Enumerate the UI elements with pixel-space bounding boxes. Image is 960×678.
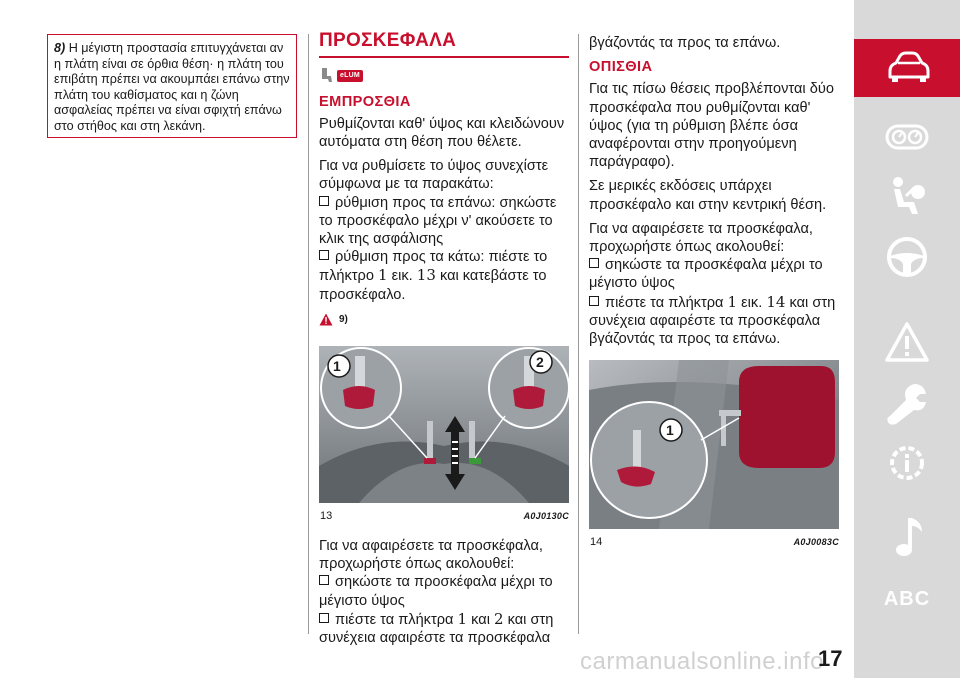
front-paragraph-2: Για να ρυθμίσετε το ύψος συνεχίστε σύμφωνα με τα παρακάτω: bbox=[319, 158, 549, 193]
sidebar-item-dashboard[interactable] bbox=[854, 108, 960, 166]
sidebar-item-driving[interactable] bbox=[854, 228, 960, 286]
column-divider-left bbox=[308, 34, 309, 634]
music-note-icon bbox=[884, 514, 930, 560]
rear-heading: ΟΠΙΣΘΙΑ bbox=[589, 59, 653, 76]
figure-14-callout-1: 1 bbox=[666, 422, 674, 439]
rear-bullet-2: πιέστε τα πλήκτρα 1 εικ. 14 και στη συνέχεια αφαιρέστε τα προσκέφαλα βγάζοντάς τα προς τα επάνω. bbox=[589, 292, 836, 348]
front-bullet-2: ρύθμιση προς τα κάτω: πιέστε το πλήκτρο 1 εικ. 13 και κατεβάστε το προσκέφαλο. bbox=[319, 249, 548, 303]
warning-reference bbox=[319, 312, 569, 328]
page-number: 17 bbox=[818, 646, 843, 671]
warning-reference-number: 9) bbox=[339, 313, 348, 325]
figure-14-number: 14 bbox=[590, 536, 603, 549]
figure-13-callout-1: 1 bbox=[333, 357, 341, 374]
car-icon bbox=[884, 45, 930, 91]
chapter-sidebar bbox=[854, 0, 960, 678]
version-badge-row bbox=[319, 65, 569, 87]
figure-14-caption bbox=[589, 533, 839, 551]
checkbox-bullet-icon bbox=[589, 258, 599, 268]
sidebar-item-emergency[interactable] bbox=[854, 314, 960, 372]
remove-bullet-2: πιέστε τα πλήκτρα 1 και 2 και στη συνέχεια αφαιρέστε τα προσκέφαλα bbox=[319, 609, 554, 646]
rear-bullet-1: σηκώστε τα προσκέφαλα μέχρι το μέγιστο ύψος bbox=[589, 257, 823, 292]
sidebar-item-index[interactable] bbox=[854, 570, 960, 628]
figure-13-front-headrests bbox=[319, 346, 569, 503]
sidebar-item-safety[interactable] bbox=[854, 168, 960, 226]
checkbox-bullet-icon bbox=[319, 250, 329, 260]
remove-paragraph-1: Για να αφαιρέσετε τα προσκέφαλα, προχωρήστε όπως ακολουθεί: bbox=[319, 537, 543, 573]
checkbox-bullet-icon bbox=[319, 575, 329, 585]
sidebar-item-technical-data[interactable] bbox=[854, 434, 960, 492]
elum-badge: eLUM bbox=[337, 70, 363, 82]
steering-wheel-icon bbox=[884, 234, 930, 280]
checkbox-bullet-icon bbox=[319, 196, 329, 206]
figure-13-illustration bbox=[319, 346, 569, 503]
sidebar-item-multimedia[interactable] bbox=[854, 508, 960, 566]
continued-text: βγάζοντάς τα προς τα επάνω. bbox=[589, 35, 781, 51]
warning-note-number: 8) bbox=[54, 41, 66, 55]
rear-paragraph-2: Σε μερικές εκδόσεις υπάρχει προσκέφαλο και στην κεντρική θέση. bbox=[589, 178, 827, 213]
checkbox-bullet-icon bbox=[319, 613, 329, 623]
dashboard-gauges-icon bbox=[884, 114, 930, 160]
checkbox-bullet-icon bbox=[589, 296, 599, 306]
front-paragraph-1: Ρυθμίζονται καθ' ύψος και κλειδώνουν αυτόματα στη θέση που θέλετε. bbox=[319, 115, 565, 150]
seat-airbag-icon bbox=[884, 174, 930, 220]
sidebar-item-car[interactable] bbox=[854, 39, 960, 97]
watermark: carmanualsonline.info bbox=[580, 648, 824, 675]
warning-triangle-icon bbox=[884, 320, 930, 366]
figure-14-rear-headrest bbox=[589, 360, 839, 529]
column-headrests-front bbox=[319, 30, 569, 647]
rear-paragraph-3: Για να αφαιρέσετε τα προσκέφαλα, προχωρήστε όπως ακολουθεί: bbox=[589, 220, 813, 256]
figure-14-code: A0J0083C bbox=[793, 537, 839, 548]
warning-triangle-icon bbox=[319, 313, 333, 326]
remove-bullet-1: σηκώστε τα προσκέφαλα μέχρι το μέγιστο ύψος bbox=[319, 574, 553, 609]
section-title-rule bbox=[319, 56, 569, 58]
warning-note-box bbox=[47, 34, 297, 138]
column-divider-right bbox=[578, 34, 579, 634]
sidebar-abc-label: ABC bbox=[883, 587, 931, 610]
front-heading: ΕΜΠΡΟΣΘΙΑ bbox=[319, 93, 411, 110]
front-bullet-1: ρύθμιση προς τα επάνω: σηκώστε το προσκέφαλο μέχρι ν' ακούσετε το κλικ της ασφάλισης bbox=[319, 194, 557, 247]
seat-icon bbox=[319, 67, 333, 85]
section-title: ΠΡΟΣΚΕΦΑΛΑ bbox=[319, 30, 457, 51]
figure-14-illustration bbox=[589, 360, 839, 529]
warning-note-text: Η μέγιστη προστασία επιτυγχάνεται αν η πλάτη είναι σε όρθια θέση· η πλάτη του επιβάτη πρέπει να ακουμπάει επάνω στην πλάτη του καθίσματος και η ζώνη ασφαλείας πρέπει να είναι σφιχτή επάνω στο στήθος και στη λεκάνη. bbox=[54, 41, 290, 133]
wrench-icon bbox=[884, 380, 930, 426]
info-gear-icon bbox=[884, 440, 930, 486]
figure-13-caption bbox=[319, 507, 569, 525]
figure-13-code: A0J0130C bbox=[523, 510, 569, 521]
figure-13-callout-2: 2 bbox=[536, 353, 544, 370]
sidebar-item-maintenance[interactable] bbox=[854, 374, 960, 432]
figure-13-number: 13 bbox=[320, 509, 333, 522]
rear-paragraph-1: Για τις πίσω θέσεις προβλέπονται δύο προσκέφαλα που ρυθμίζονται καθ' ύψος (για τη ρύθμιση βλέπε όσα αναφέρονται στην προηγούμενη παράγραφο). bbox=[589, 81, 834, 171]
column-headrests-rear bbox=[589, 34, 839, 563]
